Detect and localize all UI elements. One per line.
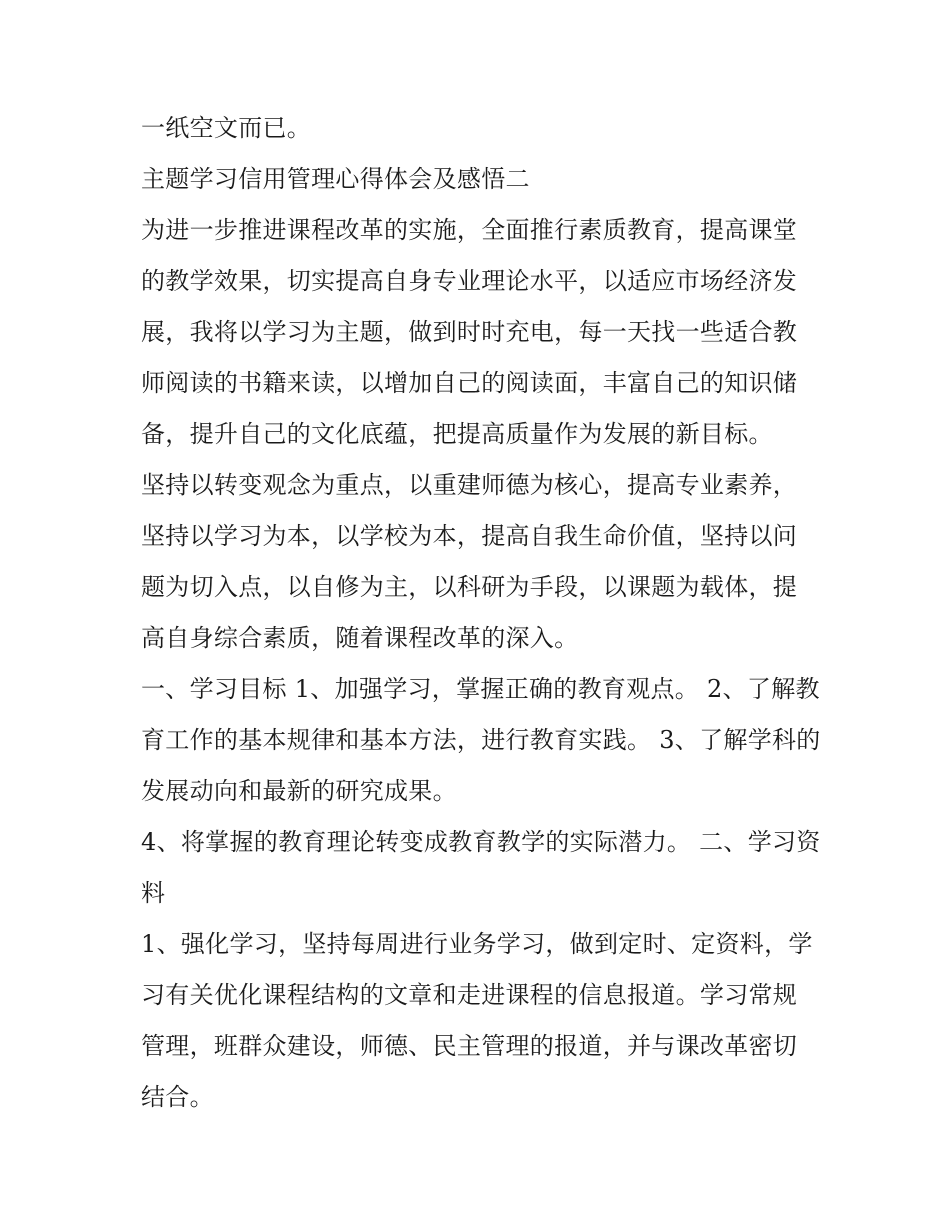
- paragraph-learning-goals: 一、学习目标 1、加强学习，掌握正确的教育观点。 2、了解教育工作的基本规律和基本方法，进行教育实践。 3、了解学科的发展动向和最新的研究成果。: [141, 675, 821, 805]
- paragraph-intro: 为进一步推进课程改革的实施，全面推行素质教育，提高课堂的教学效果，切实提高自身专业理论水平，以适应市场经济发展，我将以学习为主题，做到时时充电，每一天找一些适合教师阅读的书籍来读，以增加自己的阅读面，丰富自己的知识储备，提升自己的文化底蕴，把提高质量作为发展的新目标。: [141, 216, 798, 448]
- section-heading: 主题学习信用管理心得体会及感悟二: [141, 165, 530, 193]
- paragraph-materials: 1、强化学习，坚持每周进行业务学习，做到定时、定资料，学习有关优化课程结构的文章和走进课程的信息报道。学习常规管理，班群众建设，师德、民主管理的报道，并与课改革密切结合。: [141, 930, 813, 1111]
- paragraph-principles: 坚持以转变观念为重点，以重建师德为核心，提高专业素养，坚持以学习为本，以学校为本，提高自我生命价值，坚持以问题为切入点，以自修为主，以科研为手段，以课题为载体，提高自身综合素质，随着课程改革的深入。: [141, 471, 798, 652]
- paragraph-goal-four: 4、将掌握的教育理论转变成教育教学的实际潜力。 二、学习资料: [141, 828, 821, 907]
- paragraph-closing-line: 一纸空文而已。: [141, 114, 312, 142]
- document-body: [141, 103, 821, 1123]
